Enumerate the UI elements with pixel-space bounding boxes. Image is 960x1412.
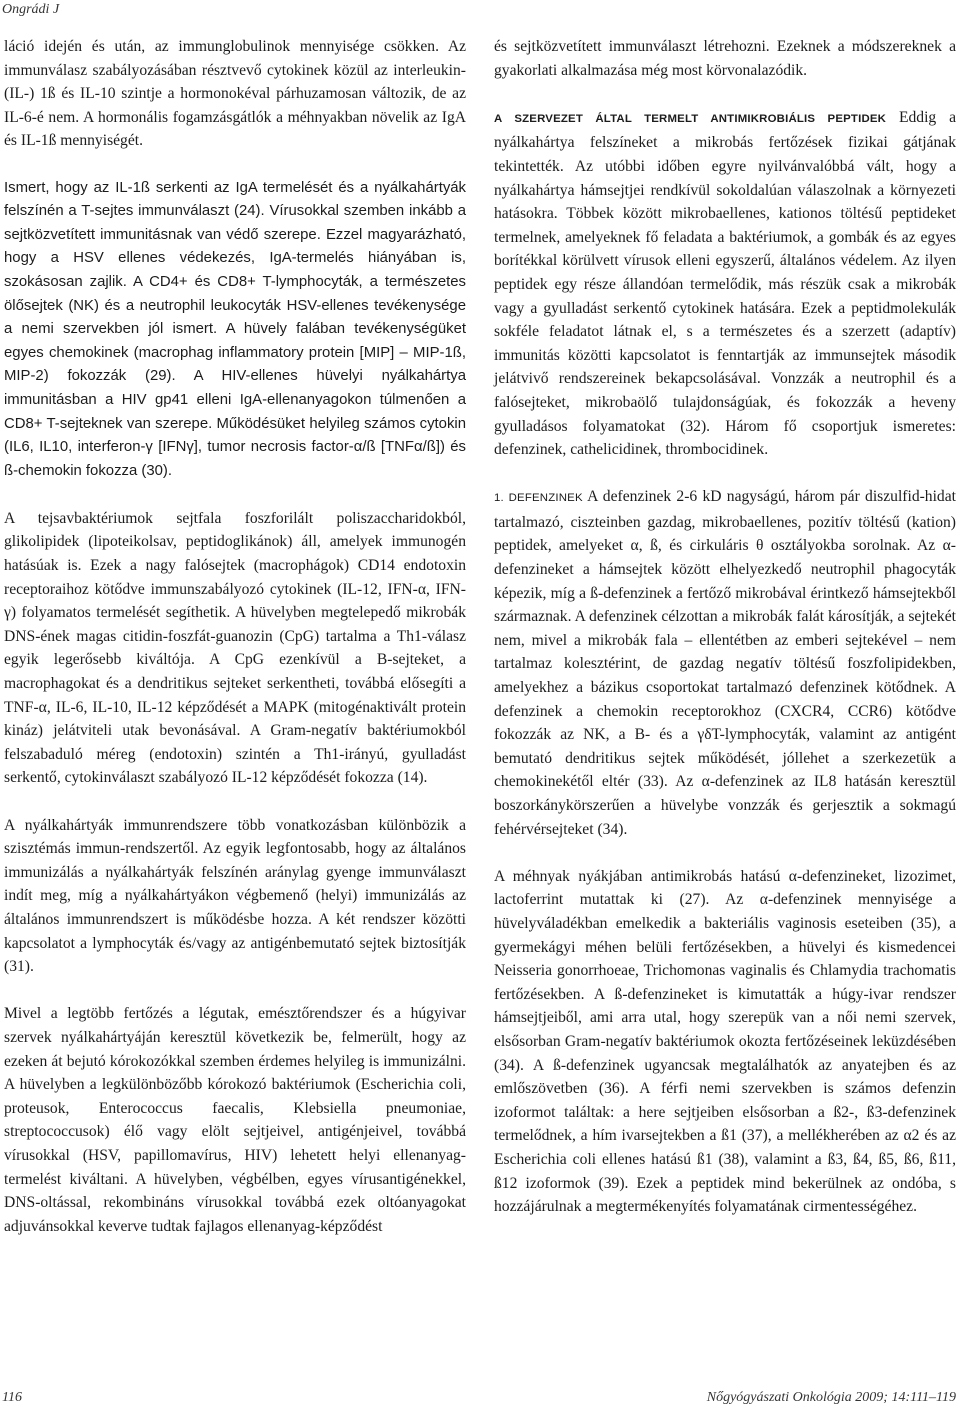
- section-text: Eddig a nyálkahártya felszíneket a mikrobás fertőzések fizikai gátjának tekintették. Az utóbbi időben egyre nyilvánvalóbbá vált, hogy a nyálkahártya hámsejtjei rendkívül sokoldalúan válaszolnak a környezeti hatásokra. Többek között mikrobaellenes, kationos töltésű peptideket termelnek, amelyeknek fő feladata a baktériumok, a gombák és az egyes borítékkal körülvett vírusok elleni egyszerű, általános védelem. Az ilyen peptidek egy része állandóan termelődik, más részük csak a mikrobák vagy a gyulladást serkentő cytokinek hatására. Ezek a peptidmolekulák sokféle feladatot látnak el, s a természetes és a szerzett (adaptív) immunitás közötti kapcsolatot is fenntartják az immunsejtek második jelátvivő rendszereinek bekapcsolásával. Vonzzák a neutrophil és a falósejteket, mikrobaölő tulajdonságúak, és fokozzák a heveny gyulladásos folyamatokat (32). Három fő csoportjuk ismeretes: defenzinek, cathelicidinek, thrombocidinek.: [494, 108, 956, 459]
- paragraph: láció idején és után, az immunglobulinok mennyisége csökken. Az immunválasz szabályozásában résztvevő cytokinek közül az interleukin- (IL-) 1ß és IL-10 szintje a hormonokéval párhuzamosan változik, de az IL-6-é nem. A hormonális fogamzásgátlók a méhnyakban növelik az IgA és IL-1ß mennyiségét.: [4, 38, 466, 150]
- paragraph: Mivel a legtöbb fertőzés a légutak, emésztőrendszer és a húgyivar szervek nyálkahártyáján keresztül következik be, felmerült, hogy az ezeken át bejutó kórokozókkal szemben érdemes helyileg is immunizálni. A hüvelyben a legkülönbözőbb kórokozó baktériumok (Escherichia coli, proteusok, Enterococcus faecalis, Klebsiella pneumoniae, streptococcusok) élő vagy elölt sejtjeivel, antigénjeivel, továbbá vírusokkal (HSV, papillomavírus, HIV) lehetett helyi ellenanyag-termelést kiváltani. A hüvelyben, végbélben, egyes vírusantigénekkel, DNS-oltással, rekombináns vírusokkal továbbá ezek oltóanyagokat adjuvánsokkal keverve tudtak fajlagos ellenanyag-képződést: [4, 1005, 466, 1235]
- subsection-heading: 1. DEFENZINEK: [494, 492, 583, 505]
- paragraph: és sejtközvetített immunválaszt létrehozni. Ezeknek a módszereknek a gyakorlati alkalmazása még most körvonalazódik.: [494, 38, 956, 79]
- paragraph: A nyálkahártyák immunrendszere több vonatkozásban különbözik a szisztémás immun-rendszertől. Az egyik legfontosabb, hogy az általános immunizálás a nyálkahártyák felszínén aránylag gyenge immunválaszt indít meg, míg a nyálkahártyákon végbemenő (helyi) immunizálás az általános immunrendszert is működésbe hozza. A két rendszer közötti kapcsolatot a lymphocyták és/vagy az antigénbemutató sejtek biztosítják (31).: [4, 816, 466, 976]
- subsection-text: A defenzinek 2-6 kD nagyságú, három pár diszulfid-hidat tartalmazó, ciszteinben gazdag, mikrobaellenes, pozitív töltésű (kation) peptidek, amelyeket α, ß, és cirkuláris θ osztályokba sorolnak. Az α-defenzineket a hámsejtek között elhelyezkedő neutrophil phagocyták képezik, míg a ß-defenzinek a fertőző mikrobával érintkező hámsejtekből származnak. A defenzinek célzottan a mikrobák falát károsítják, a sejtekét nem, mivel a mikrobák fala – ellentétben az emberi sejtekével – nem tartalmaz kolesztérint, de gazdag negatív töltésű foszfolipidekben, amelyekhez a bázikus csoportokat tartalmazó defenzinek kötődnek. A defenzinek a chemokin receptorokhoz (CXCR4, CCR6) kötődve fokozzák az NK, a B- és a γδT-lymphocyták, valamint az antigént bemutató dendritikus sejtek működését, jóllehet a szerkezetük a chemokinekétől eltér (33). Az α-defenzinek az IL8 hatásán keresztül boszorkánykörszerűen a hüvelybe vonzzák és gerjesztik a sokmagú fehérvérsejteket (34).: [494, 488, 956, 838]
- section-heading: A SZERVEZET ÁLTAL TERMELT ANTIMIKROBIÁLIS PEPTIDEK: [494, 112, 887, 125]
- section-paragraph: [494, 106, 956, 462]
- page-number: 116: [2, 1390, 22, 1405]
- right-column: [494, 35, 956, 1219]
- paragraph: A tejsavbaktériumok sejtfala foszforilált poliszaccharidokból, glikolipidek (lipoteikolsav, peptidoglikánok) áll, amelyek immunogén hatásúak is. Ezek a nagy falósejtek (macrophágok) CD14 endotoxin receptoraihoz kötődve immunszabályozó cytokinek (IL-12, IFN-α, IFN-γ) folyamatos termelését segíthetik. A hüvelyben megtelepedő mikrobák DNS-ének magas citidin-foszfát-guanozin (CpG) tartalma a Th1-válasz egyik legerősebb kiváltója. A CpG ezenkívül a B-sejteket, a macrophagokat és a dendritikus sejteket serkentheti, továbbá elősegíti a TNF-α, IL-6, IL-10, IL-12 képződését a MAPK (mitogénaktivált protein kináz) jelátviteli utak bevonásával. A Gram-negatív baktériumokból felszabaduló méreg (endotoxin) szintén a Th1-irányú, gyulladást serkentő, cytokinválaszt szabályozó IL-12 képződését fokozza (14).: [4, 509, 466, 787]
- running-head-author: Ongrádi J: [2, 2, 60, 17]
- subsection-paragraph: [494, 485, 956, 841]
- paragraph: Ismert, hogy az IL-1ß serkenti az IgA termelését és a nyálkahártyák felszínén a T-sejtes immunválaszt (24). Vírusokkal szemben inkább a sejtközvetített immunitásnak van védő szerepe. Ezzel magyarázható, hogy a HSV ellenes védekezés, IgA-termelés hiányában is, szokásosan zajlik. A CD4+ és CD8+ T-lymphocyták, a természetes ölősejtek (NK) és a neutrophil leukocyták HSV-ellenes tevékenysége a nemi szervekben jól ismert. A hüvely falában tevékenységüket egyes chemokinek (macrophag inflammatory protein [MIP] – MIP-1ß, MIP-2) fokozzák (29). A HIV-ellenes hüvelyi nyálkahártya immunitásban a HIV gp41 elleni IgA-ellenanyagokon túlmenően a CD8+ T-sejteknek van szerepe. Működésüket helyileg számos cytokin (IL6, IL10, interferon-γ [IFNγ], tumor necrosis factor-α/ß [TNFα/ß]) és ß-chemokin fokozza (30).: [4, 179, 466, 479]
- paragraph: A méhnyak nyákjában antimikrobás hatású α-defenzineket, lizozimet, lactoferrint mutattak ki (27). Az α-defenzinek mennyisége a hüvelyváladékban emelkedik a bakteriális vaginosis eseteiben (35), a gyermekágyi méhen belüli fertőzésekben, a hüvelyi és kismedencei Neisseria gonorrhoeae, Trichomonas vaginalis és Chlamydia trachomatis fertőzésekben. A ß-defenzineket is kimutatták a húgy-ivar rendszer hámsejtjeiből, ami arra utal, hogy szerepük van a női nemi szervek, elsősorban Gram-negatív baktériumok okozta fertőzéseinek leküzdésében (34). A ß-defenzinek ugyancsak megtalálhatók az anyatejben és az emlőszövetben (36). A férfi nemi szervekben is számos defenzin izoformot találtak: a here sejtjeiben elsősorban a ß2-, ß3-defenzinek termelődnek, a hím ivarsejtekben a ß1 (37), a mellékherében az α2 és az Escherichia coli ellenes hatású ß1 (38), valamint a ß3, ß4, ß5, ß6, ß11, ß12 izoformok (39). Ezek a peptidek mind bekerülnek az ondóba, s hozzájárulnak a megtermékenyítés folyamatának cirmentességéhez.: [494, 867, 956, 1216]
- left-column: [4, 35, 466, 1238]
- journal-citation: Nőgyógyászati Onkológia 2009; 14:111–119: [706, 1390, 956, 1405]
